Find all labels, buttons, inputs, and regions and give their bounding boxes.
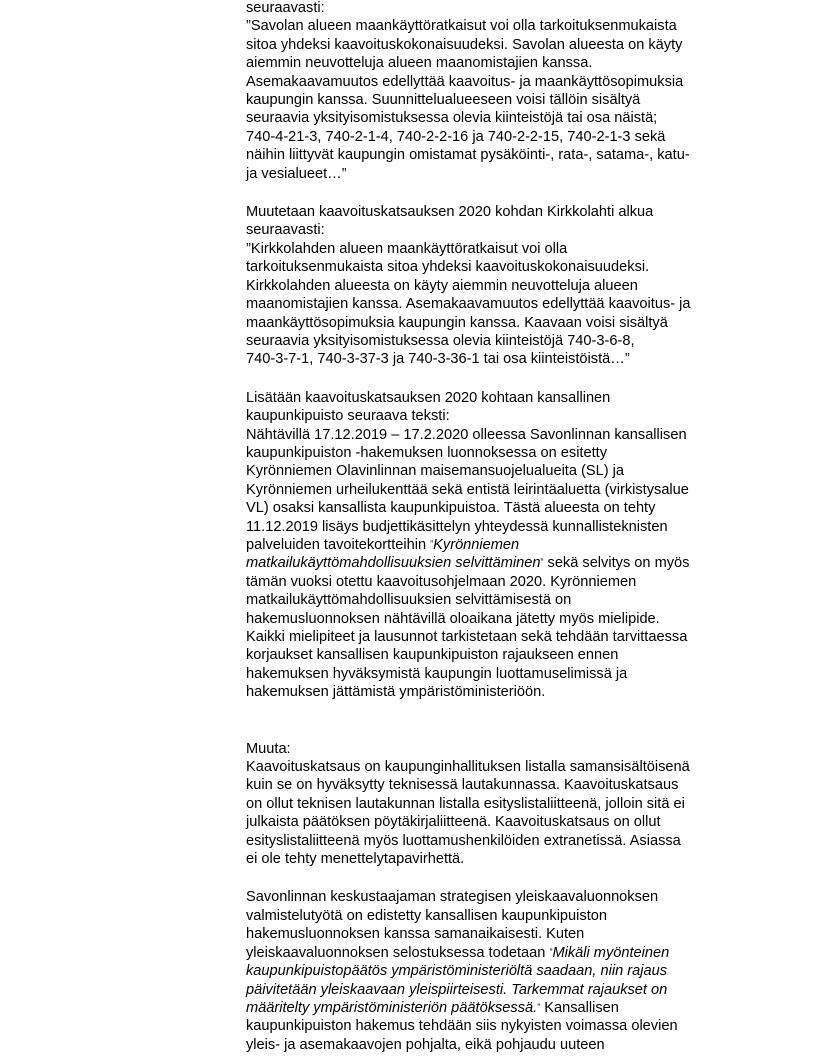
text-line: yleis- ja asemakaavojen pohjalta, eikä pohjaudu uuteen [246, 1036, 605, 1053]
text-line: hakemuksen jättämistä ympäristöministeriöön. [246, 684, 546, 701]
text-line: hakemusluonnoksen nähtävillä oloaikana jätetty myös mielipide. [246, 610, 660, 627]
text-line: Kirkkolahden alueesta on käyty aiemmin neuvotteluja alueen [246, 277, 638, 294]
text-line: seuraavia yksityisomistuksessa olevia kiinteistöjä 740-3-6-8, [246, 332, 635, 349]
text-line: Asemakaavamuutos edellyttää kaavoitus- ja maankäyttösopimuksia [246, 73, 684, 90]
text-line: kaupunkipuisto seuraava teksti: [246, 408, 450, 425]
text-line: esityslistaliitteenä myös luottamushenkilöiden extranetissä. Asiassa [246, 832, 681, 849]
section-kirkkolahti [246, 203, 746, 369]
text-line [246, 536, 746, 554]
italic-quote: Kyrönniemen [433, 536, 520, 553]
text-line: maankäyttösopimuksia kaupungin kanssa. Kaavaan voisi sisältyä [246, 314, 668, 331]
text-line: ”Savolan alueen maankäyttöratkaisut voi olla tarkoituksenmukaista [246, 18, 677, 35]
italic-quote: Mikäli myönteinen [552, 944, 670, 961]
text-line: julkaista päätöksen pöytäkirjaliitteenä. Kaavoituskatsaus on ollut [246, 814, 661, 831]
text-line: aiemmin neuvotteluja alueen maanomistajien kanssa. [246, 55, 593, 72]
quote-mark: ” [549, 946, 553, 957]
text-line: Kyrönniemen urheilukenttää sekä entistä leirintäaluetta (virkistysalue [246, 481, 689, 498]
text-line: kuin se on hyväksytty teknisessä lautakunnassa. Kaavoituskatsaus [246, 777, 679, 794]
text-line: 740-4-21-3, 740-2-1-4, 740-2-2-16 ja 740-2-2-15, 740-2-1-3 sekä [246, 128, 666, 145]
text-line: Kaavoituskatsaus on kaupunginhallituksen listalla samansisältöisenä [246, 759, 690, 776]
text-line: korjaukset kansallisen kaupunkipuiston rajaukseen ennen [246, 647, 619, 664]
text-line: ja vesialueet…” [246, 165, 347, 182]
text-line: on ollut teknisen lautakunnan listalla esityslistaliitteenä, jolloin sitä ei [246, 795, 685, 812]
section-savola [246, 0, 746, 183]
text-line: kaupunkipuiston hakemus tehdään siis nykyisten voimassa olevien [246, 1018, 678, 1035]
text-line: VL) osaksi kansallista kaupunkipuistoa. Tästä alueesta on tehty [246, 500, 656, 517]
text-line: kaupungin kanssa. Suunnittelualueeseen voisi tällöin sisältyä [246, 92, 641, 109]
text-line: näihin liittyvät kaupungin omistamat pysäköinti-, rata-, satama-, katu- [246, 147, 690, 164]
text-line: 740-3-7-1, 740-3-37-3 ja 740-3-36-1 tai osa kiinteistöistä…” [246, 351, 630, 368]
text-line: sitoa yhdeksi kaavoituskokonaisuudeksi. Savolan alueesta on käyty [246, 36, 683, 53]
italic-quote-line: kaupunkipuistopäätös ympäristöministeriöltä saadaan, niin rajaus [246, 963, 668, 980]
text-line: maanomistajien kanssa. Asemakaavamuutos edellyttää kaavoitus- ja [246, 296, 691, 313]
text-line [246, 554, 746, 572]
section-yleiskaava [246, 888, 746, 1054]
text-fragment: yleiskaavaluonnoksen selostuksessa todetaan [246, 944, 546, 961]
section-heading: Muuta: [246, 740, 291, 757]
section-muuta [246, 740, 746, 869]
italic-quote: määritelty ympäristöministeriön päätöksessä. [246, 999, 538, 1016]
text-line: Nähtävillä 17.12.2019 – 17.2.2020 olleessa Savonlinnan kansallisen [246, 426, 687, 443]
text-fragment: palveluiden tavoitekortteihin [246, 536, 427, 553]
text-line: tarkoituksenmukaista sitoa yhdeksi kaavoituskokonaisuudeksi. [246, 259, 650, 276]
quote-mark: ” [540, 557, 544, 568]
text-line: Savonlinnan keskustaajaman strategisen yleiskaavaluonnoksen [246, 889, 659, 906]
text-line: ”Kirkkolahden alueen maankäyttöratkaisut voi olla [246, 240, 568, 257]
text-fragment: Kansallisen [544, 999, 619, 1016]
text-line: matkailukäyttömahdollisuuksien selvittämisestä on [246, 592, 572, 609]
text-line: tämän vuoksi otettu kaavoitusohjelmaan 2020. Kyrönniemen [246, 573, 637, 590]
text-line: hakemuksen hyväksymistä kaupungin luottamuselimissä ja [246, 665, 628, 682]
italic-quote-line: päivitetään yleiskaavaan yleispiirteisesti. Tarkemmat rajaukset on [246, 981, 668, 998]
text-line: seuraavasti: [246, 0, 325, 16]
text-line: kaupunkipuiston -hakemuksen luonnoksessa on esitetty [246, 444, 608, 461]
text-line: Kaikki mielipiteet ja lausunnot tarkistetaan sekä tehdään tarvittaessa [246, 629, 688, 645]
italic-quote: matkailukäyttömahdollisuuksien selvittäminen [246, 555, 541, 572]
text-line: Lisätään kaavoituskatsauksen 2020 kohtaan kansallinen [246, 389, 611, 406]
text-line: 11.12.2019 lisäys budjettikäsittelyn yhteydessä kunnallisteknisten [246, 518, 668, 535]
text-line: Kyrönniemen Olavinlinnan maisemansuojelualueita (SL) ja [246, 463, 625, 480]
text-line: ei ole tehty menettelytapavirhettä. [246, 851, 465, 868]
text-line: hakemusluonnoksen kanssa samanaikaisesti. Kuten [246, 926, 585, 943]
quote-mark: ” [537, 1001, 541, 1012]
text-fragment: sekä selvitys on myös [547, 555, 690, 572]
section-kaupunkipuisto [246, 389, 746, 702]
text-line [246, 999, 746, 1017]
document-page [246, 0, 746, 1054]
text-line: seuraavasti: [246, 222, 325, 239]
text-line: Muutetaan kaavoituskatsauksen 2020 kohdan Kirkkolahti alkua [246, 204, 654, 221]
text-line: seuraavia yksityisomistuksessa olevia kiinteistöjä tai osa näistä; [246, 110, 658, 127]
text-line: valmistelutyötä on edistetty kansallisen kaupunkipuiston [246, 907, 607, 924]
text-line [246, 944, 746, 962]
quote-mark: ” [430, 538, 434, 549]
